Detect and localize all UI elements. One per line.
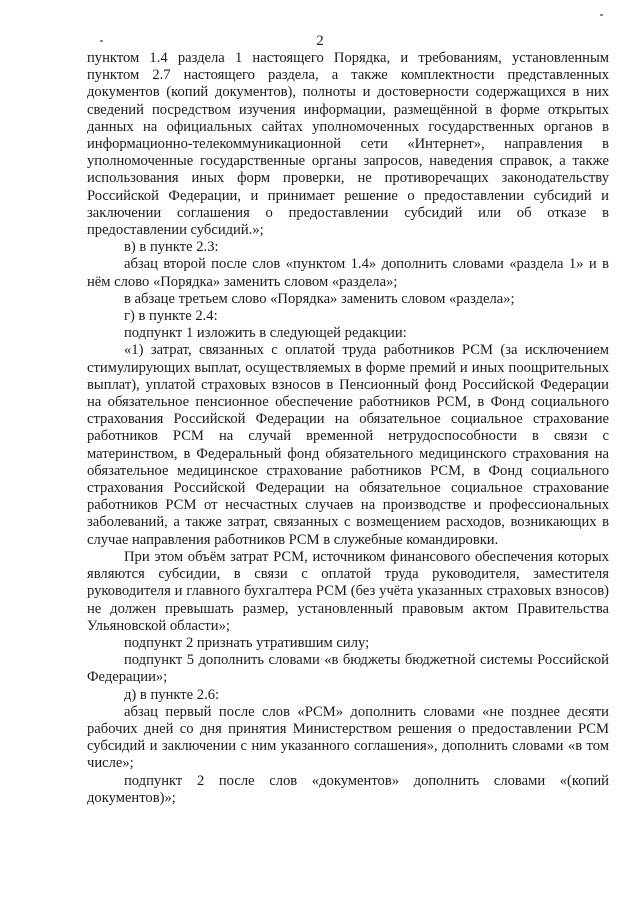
paragraph: «1) затрат, связанных с оплатой труда работников РСМ (за исключением стимулирующих выплат, осуществляемых в форме премий и иных поощрительных выплат), уплатой страховых взносов в Пенсионный фонд Российской Федерации на обязательное пенсионное обеспечение работников РСМ, в Фонд социального страхования Российской Федерации на обязательное социальное страхование работников РСМ на случай временной нетрудоспособности в связи с материнством, в Федеральный фонд обязательного медицинского страхования на обязательное медицинское страхование работников РСМ, в Фонд социального страхования Российской Федерации на обязательное социальное страхование работников РСМ от несчастных случаев на производстве и профессиональных заболеваний, а также затрат, связанных с возмещением расходов, возникающих в случае направления работников РСМ в служебные командировки. bbox=[87, 342, 609, 548]
scan-speck bbox=[100, 40, 103, 42]
paragraph: абзац второй после слов «пунктом 1.4» дополнить словами «раздела 1» и в нём слово «Порядка» заменить словом «раздела»; bbox=[87, 256, 609, 290]
scan-speck bbox=[600, 14, 603, 16]
page-number: 2 bbox=[316, 33, 324, 49]
paragraph: д) в пункте 2.6: bbox=[124, 686, 220, 703]
paragraph: в) в пункте 2.3: bbox=[124, 239, 219, 256]
paragraph: подпункт 2 после слов «документов» дополнить словами «(копий документов)»; bbox=[87, 772, 609, 806]
paragraph: пунктом 1.4 раздела 1 настоящего Порядка, и требованиям, установленным пунктом 2.7 настоящего раздела, а также комплектности представленных документов (копий документов), полноты и достоверности содержащихся в них сведений посредством изучения информации, размещённой в форме открытых данных на официальных сайтах уполномоченных государственных органов в информационно-телекоммуникационной сети «Интернет», направления в уполномоченные государственные органы запросов, наведения справок, а также использования иных форм проверки, не противоречащих законодательству Российской Федерации, и принимает решение о предоставлении субсидий и заключении соглашения о предоставлении субсидий или об отказе в предоставлении субсидий.»; bbox=[87, 50, 609, 239]
paragraph: г) в пункте 2.4: bbox=[124, 308, 218, 325]
document-body bbox=[87, 50, 609, 807]
paragraph: подпункт 5 дополнить словами «в бюджеты бюджетной системы Российской Федерации»; bbox=[87, 652, 609, 686]
paragraph: в абзаце третьем слово «Порядка» заменить словом «раздела»; bbox=[124, 290, 515, 307]
paragraph: абзац первый после слов «РСМ» дополнить словами «не позднее десяти рабочих дней со дня принятия Министерством решения о предоставлении РСМ субсидий и заключении с ним указанного соглашения», дополнить словами «в том числе»; bbox=[87, 703, 609, 772]
paragraph: подпункт 2 признать утратившим силу; bbox=[124, 634, 370, 651]
paragraph: подпункт 1 изложить в следующей редакции: bbox=[124, 325, 407, 342]
paragraph: При этом объём затрат РСМ, источником финансового обеспечения которых являются субсидии, в связи с оплатой труда руководителя, заместителя руководителя и главного бухгалтера РСМ (без учёта указанных страховых взносов) не должен превышать размер, установленный правовым актом Правительства Ульяновской области»; bbox=[87, 548, 609, 634]
